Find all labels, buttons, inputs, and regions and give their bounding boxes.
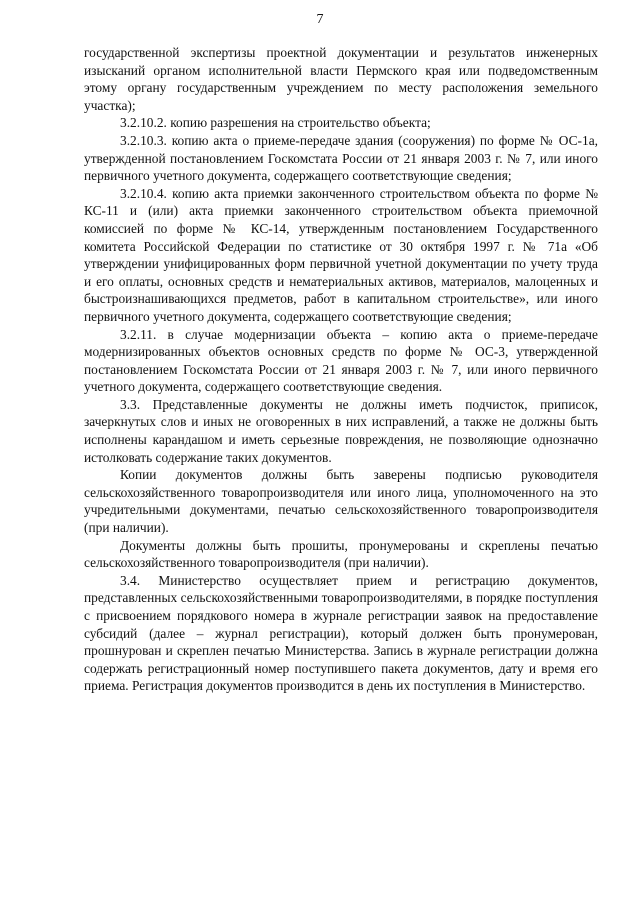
paragraph-continuation: государственной экспертизы проектной документации и результатов инженерных изысканий органом исполнительной власти Пермского края или подведомственным этому органу государственным учреждением по месту расположения земельного участка);: [84, 45, 598, 113]
paragraph-3-2-10-4: 3.2.10.4. копию акта приемки законченного строительством объекта по форме № КС-11 и (или) акта приемки законченного строительством объекта приемочной комиссией по форме № КС-14, утвержденным постановлением Государственного комитета Российской Федерации по статистике от 30 октября 1997 г. № 71а «Об утверждении унифицированных форм первичной учетной документации по учету труда и его оплаты, основных средств и нематериальных активов, материалов, малоценных и быстроизнашивающихся предметов, работ в капитальном строительстве», или иного первичного учетного документа, содержащего соответствующие сведения;: [84, 185, 598, 324]
page-number: 7: [316, 12, 324, 27]
paragraph-copies-certification: Копии документов должны быть заверены подписью руководителя сельскохозяйственного товаропроизводителя или иного лица, уполномоченного на это учредительными документами, печатью сельскохозяйственного товаропроизводителя (при наличии).: [84, 467, 598, 536]
paragraph-3-3: 3.3. Представленные документы не должны иметь подчисток, приписок, зачеркнутых слов и иных не оговоренных в них исправлений, а также не должны быть исполнены карандашом и иметь серьезные повреждения, не позволяющие однозначно истолковать содержание таких документов.: [84, 396, 598, 465]
document-body: [84, 44, 598, 695]
paragraph-3-2-10-3: 3.2.10.3. копию акта о приеме-передаче здания (сооружения) по форме № ОС-1а, утвержденной постановлением Госкомстата России от 21 января 2003 г. № 7, или иного первичного учетного документа, содержащего соответствующие сведения;: [84, 132, 598, 184]
paragraph-documents-stitched: Документы должны быть прошиты, пронумерованы и скреплены печатью сельскохозяйственного товаропроизводителя (при наличии).: [84, 537, 598, 571]
paragraph-3-2-10-2: 3.2.10.2. копию разрешения на строительство объекта;: [120, 115, 431, 131]
paragraph-3-2-11: 3.2.11. в случае модернизации объекта – копию акта о приеме-передаче модернизированных объектов основных средств по форме № ОС-3, утвержденной постановлением Госкомстата России от 21 января 2003 г. № 7, или иного первичного учетного документа, содержащего соответствующие сведения.: [84, 326, 598, 395]
paragraph-3-4: 3.4. Министерство осуществляет прием и регистрацию документов, представленных сельскохозяйственными товаропроизводителями, в порядке поступления с присвоением порядкового номера в журнале регистрации заявок на предоставление субсидий (далее – журнал регистрации), который должен быть пронумерован, прошнурован и скреплен печатью Министерства. Запись в журнале регистрации должна содержать регистрационный номер поступившего пакета документов, дату и время его приема. Регистрация документов производится в день их поступления в Министерство.: [84, 572, 598, 694]
